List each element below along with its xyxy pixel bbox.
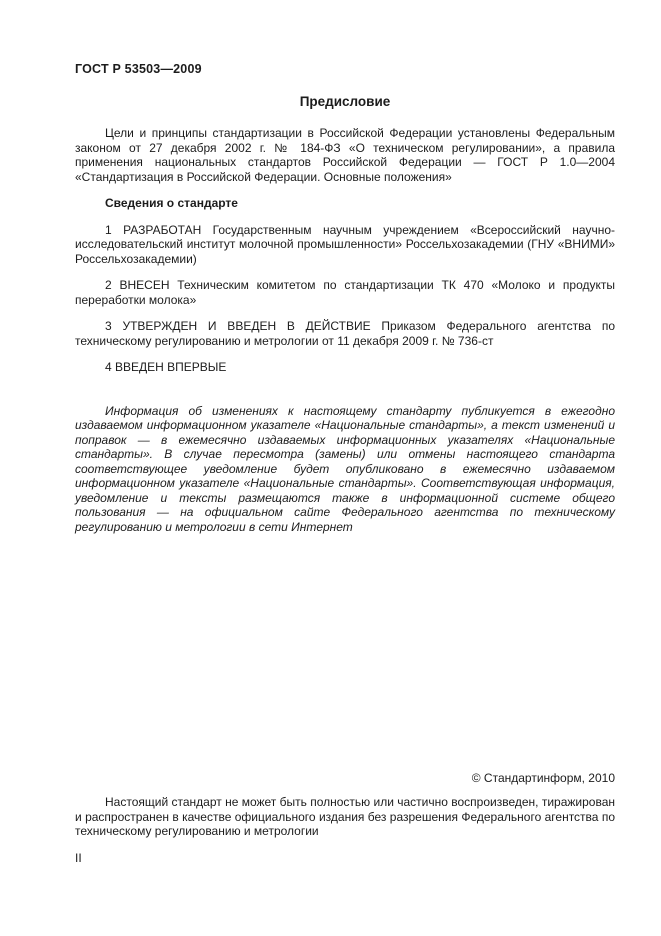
reproduction-notice: Настоящий стандарт не может быть полностью или частично воспроизведен, тиражирован и распространен в качестве официального издания без разрешения Федерального агентства по техническому регулированию и метрологии <box>75 795 615 838</box>
standard-info-item-3: 3 УТВЕРЖДЕН И ВВЕДЕН В ДЕЙСТВИЕ Приказом Федерального агентства по техническому регулированию и метрологии от 11 декабря 2009 г. № 736-ст <box>75 319 615 348</box>
intro-paragraph: Цели и принципы стандартизации в Российской Федерации установлены Федеральным законом от 27 декабря 2002 г. № 184-ФЗ «О техническом регулировании», а правила применения национальных стандартов Российской Федерации — ГОСТ Р 1.0—2004 «Стандартизация в Российской Федерации. Основные положения» <box>75 126 615 184</box>
change-notice-paragraph: Информация об изменениях к настоящему стандарту публикуется в ежегодно издаваемом информационном указателе «Национальные стандарты», а текст изменений и поправок — в ежемесячно издаваемых информационных указателях «Национальные стандарты». В случае пересмотра (замены) или отмены настоящего стандарта соответствующее уведомление будет опубликовано в ежемесячно издаваемом информационном указателе «Национальные стандарты». Соответствующая информация, уведомление и тексты размещаются также в информационной системе общего пользования — на официальном сайте Федерального агентства по техническому регулированию и метрологии в сети Интернет <box>75 403 615 534</box>
page-number: II <box>75 850 82 865</box>
section-heading-standard-info: Сведения о стандарте <box>105 196 238 210</box>
standard-info-item-2: 2 ВНЕСЕН Техническим комитетом по стандартизации ТК 470 «Молоко и продукты переработки молока» <box>75 278 615 307</box>
standard-info-item-1: 1 РАЗРАБОТАН Государственным научным учреждением «Всероссийский научно-исследовательский институт молочной промышленности» Россельхозакадемии (ГНУ «ВНИМИ» Россельхозакадемии) <box>75 222 615 266</box>
standard-info-item-4: 4 ВВЕДЕН ВПЕРВЫЕ <box>105 360 227 374</box>
copyright-line: © Стандартинформ, 2010 <box>471 771 615 785</box>
page-title: Предисловие <box>299 94 391 109</box>
page-footer <box>75 771 615 865</box>
page-content <box>75 62 615 546</box>
doc-designation: ГОСТ Р 53503—2009 <box>75 62 202 76</box>
